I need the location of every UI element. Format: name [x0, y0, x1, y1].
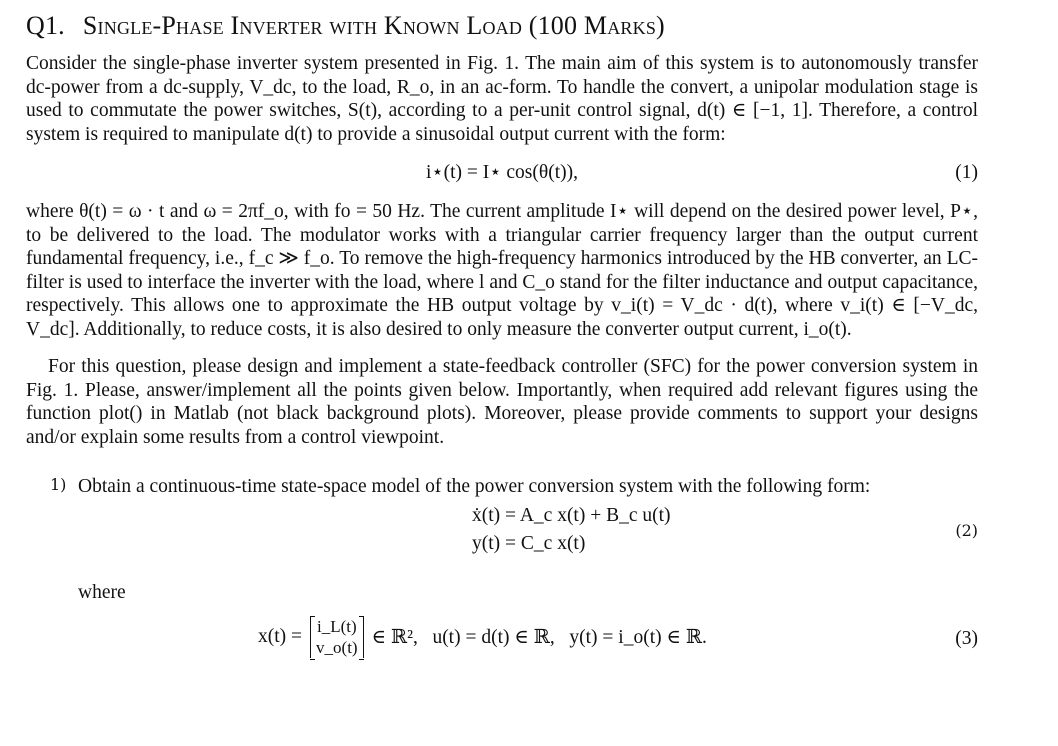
equation-1 — [26, 156, 978, 190]
question-title-text: Single-Phase Inverter with Known Load (100 Marks) — [82, 11, 665, 40]
paragraph-task: For this question, please design and implement a state-feedback controller (SFC) for the power conversion system in Fig. 1. Please, answer/implement all the points given below. Importantly, when required add relevant figures using the function plot() in Matlab (not black background plots). Moreover, please provide comments to support your designs and/or explain some results from a control viewpoint. — [26, 356, 978, 448]
equation-3-rhs: ∈ ℝ², u(t) = d(t) ∈ ℝ, y(t) = i_o(t) ∈ ℝ. — [371, 627, 707, 648]
equation-2-number: (2) — [955, 520, 978, 540]
document-page — [26, 8, 978, 668]
equation-1-number: (1) — [955, 162, 978, 183]
question-number: Q1. — [26, 11, 65, 40]
state-vector-entry-1: i_L(t) — [316, 617, 357, 636]
equation-1-body: i⋆(t) = I⋆ cos(θ(t)), — [426, 162, 578, 183]
equation-2-line-2: y(t) = C_c x(t) — [472, 532, 586, 554]
list-item-marker: 1) — [50, 475, 67, 494]
equation-2 — [78, 503, 978, 563]
equation-2-line-1: ẋ(t) = A_c x(t) + B_c u(t) — [472, 504, 671, 526]
paragraph-description: where θ(t) = ω · t and ω = 2πf_o, with fo = 50 Hz. The current amplitude I⋆ will depend on the desired power level, P⋆, to be delivered to the load. The modulator works with a triangular carrier frequency larger than the output current fundamental frequency, i.e., f_c ≫ f_o. To remove the high-frequency harmonics introduced by the HB converter, an LC-filter is used to interface the inverter with the load, where l and C_o stand for the filter inductance and output capacitance, respectively. This allows one to approximate the HB output voltage by v_i(t) = V_dc · d(t), where v_i(t) ∈ [−V_dc, V_dc]. Additionally, to reduce costs, it is also desired to only measure the converter output current, i_o(t). — [26, 201, 978, 340]
equation-3-lhs: x(t) = — [258, 626, 303, 647]
list-item-1 — [26, 475, 978, 563]
equation-3 — [26, 612, 978, 668]
state-vector — [310, 616, 364, 658]
equation-3-number: (3) — [955, 628, 978, 649]
where-label: where — [78, 581, 126, 603]
list-item-text: Obtain a continuous-time state-space model of the power conversion system with the following form: — [78, 476, 871, 497]
paragraph-intro: Consider the single-phase inverter system presented in Fig. 1. The main aim of this system is to autonomously transfer dc-power from a dc-supply, V_dc, to the load, R_o, in an ac-form. To handle the convert, a unipolar modulation stage is used to commutate the power switches, S(t), according to a per-unit control signal, d(t) ∈ [−1, 1]. Therefore, a control system is required to manipulate d(t) to provide a sinusoidal output current with the form: — [26, 53, 978, 145]
question-title — [26, 8, 978, 44]
state-vector-entry-2: v_o(t) — [316, 638, 358, 657]
